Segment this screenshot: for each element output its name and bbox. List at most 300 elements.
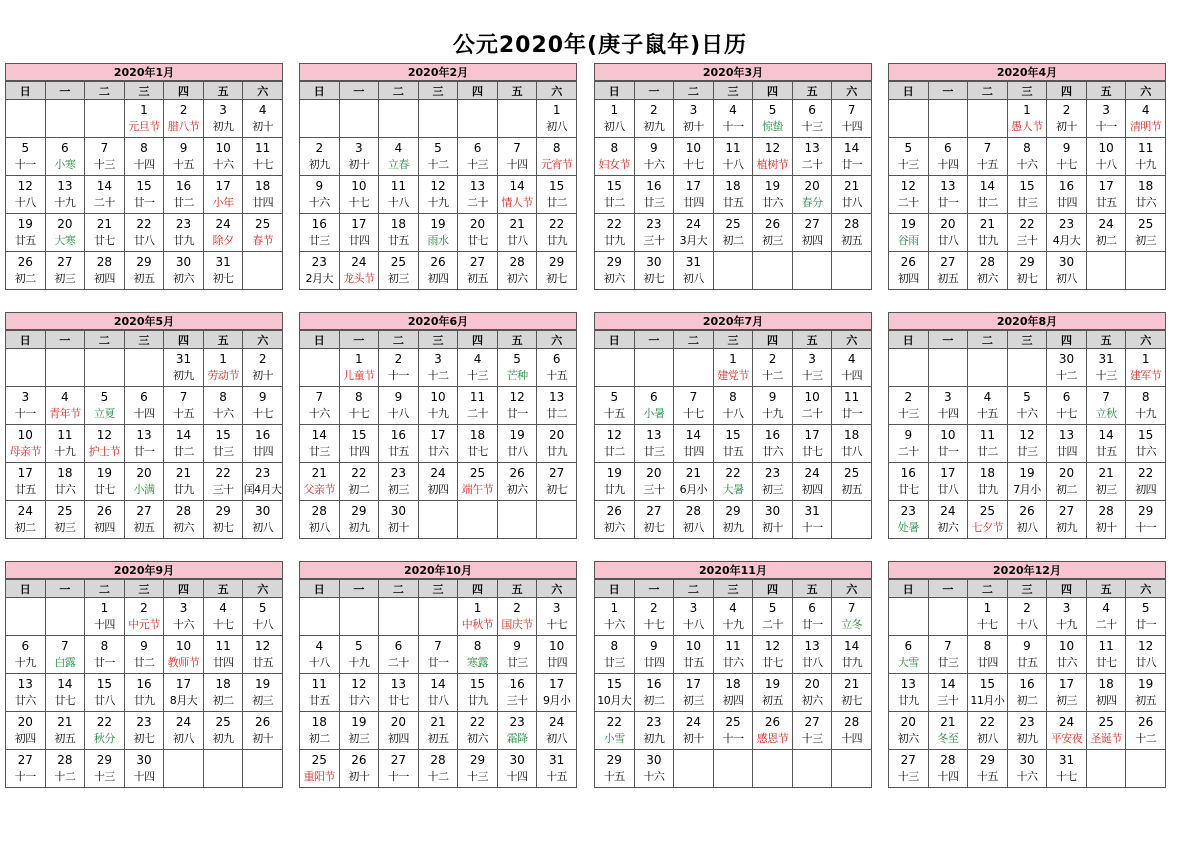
lunar-label: 国庆节 <box>501 618 533 631</box>
day-number: 17 <box>351 217 367 231</box>
day-cell <box>713 750 753 788</box>
day-cell <box>1007 712 1047 750</box>
lunar-label: 十六 <box>643 770 665 783</box>
day-cell <box>1007 598 1047 636</box>
lunar-label: 廿一 <box>801 618 823 631</box>
day-number: 15 <box>1138 428 1154 442</box>
day-cell <box>6 138 46 176</box>
day-cell <box>968 750 1008 788</box>
day-number: 8 <box>552 141 561 155</box>
day-cell <box>300 349 340 387</box>
day-cell <box>537 100 577 138</box>
day-number: 14 <box>509 179 525 193</box>
weekday-header: 四 <box>458 331 498 349</box>
day-cell <box>418 349 458 387</box>
lunar-label: 十四 <box>937 770 959 783</box>
day-cell <box>45 138 85 176</box>
lunar-label: 十五 <box>976 770 998 783</box>
lunar-label: 廿二 <box>173 196 195 209</box>
day-number: 22 <box>725 466 741 480</box>
lunar-label: 廿七 <box>1095 656 1117 669</box>
day-cell <box>968 349 1008 387</box>
day-number: 15 <box>725 428 741 442</box>
day-number: 7 <box>513 141 521 155</box>
day-cell <box>832 252 872 290</box>
lunar-label: 十八 <box>1095 158 1117 171</box>
day-cell <box>832 674 872 712</box>
weekday-header: 三 <box>1007 331 1047 349</box>
lunar-label: 十八 <box>682 618 704 631</box>
lunar-label: 小年 <box>212 196 234 209</box>
lunar-label: 十七 <box>682 158 704 171</box>
lunar-label: 初八 <box>173 732 195 745</box>
day-number: 29 <box>979 753 996 767</box>
day-number: 30 <box>136 753 152 767</box>
lunar-label: 十九 <box>14 656 36 669</box>
day-number: 24 <box>549 715 565 729</box>
lunar-label: 廿三 <box>506 656 528 669</box>
day-number: 29 <box>351 504 367 518</box>
day-cell <box>458 252 498 290</box>
lunar-label: 十四 <box>937 158 959 171</box>
day-number: 30 <box>764 504 781 518</box>
day-cell <box>928 712 968 750</box>
day-number: 19 <box>17 217 33 231</box>
day-number: 10 <box>17 428 33 442</box>
lunar-label: 廿九 <box>467 694 489 707</box>
day-number: 4 <box>219 601 227 615</box>
day-cell <box>1126 349 1166 387</box>
lunar-label: 十三 <box>897 158 919 171</box>
day-cell <box>379 501 419 539</box>
day-cell <box>458 501 498 539</box>
day-number: 3 <box>355 141 363 155</box>
day-number: 8 <box>100 639 109 653</box>
weekday-header: 日 <box>889 331 929 349</box>
day-cell <box>674 598 714 636</box>
day-cell <box>379 636 419 674</box>
weekday-header: 一 <box>928 580 968 598</box>
lunar-label: 2月大 <box>305 272 334 285</box>
day-number: 13 <box>136 428 152 442</box>
day-cell <box>243 598 283 636</box>
day-cell <box>889 636 929 674</box>
day-cell <box>339 100 379 138</box>
day-cell <box>45 425 85 463</box>
day-cell <box>379 214 419 252</box>
lunar-label: 初四 <box>427 272 449 285</box>
day-cell <box>243 214 283 252</box>
lunar-label: 廿九 <box>603 234 625 247</box>
weekday-header: 六 <box>243 331 283 349</box>
day-number: 29 <box>1019 255 1035 269</box>
day-number: 14 <box>175 428 192 442</box>
lunar-label: 青年节 <box>49 407 81 420</box>
day-cell <box>6 425 46 463</box>
day-number: 27 <box>549 466 565 480</box>
weekday-header: 三 <box>1007 82 1047 100</box>
day-cell <box>1047 100 1087 138</box>
weekday-header: 五 <box>792 331 832 349</box>
day-number: 5 <box>513 352 521 366</box>
day-cell <box>497 463 537 501</box>
day-cell <box>497 349 537 387</box>
lunar-label: 廿四 <box>252 196 274 209</box>
day-cell <box>497 138 537 176</box>
lunar-label: 十一 <box>387 770 409 783</box>
lunar-label: 十一 <box>14 158 36 171</box>
day-cell <box>164 349 204 387</box>
lunar-label: 廿五 <box>308 694 330 707</box>
lunar-label: 廿七 <box>897 483 919 496</box>
lunar-label: 廿八 <box>937 234 959 247</box>
day-number: 21 <box>509 217 525 231</box>
day-number: 26 <box>764 217 781 231</box>
lunar-label: 十七 <box>1056 158 1078 171</box>
weekday-header: 六 <box>243 82 283 100</box>
day-number: 22 <box>215 466 231 480</box>
lunar-label: 十七 <box>252 158 274 171</box>
day-cell <box>418 138 458 176</box>
day-number: 15 <box>96 677 113 691</box>
lunar-label: 廿六 <box>427 445 449 458</box>
lunar-label: 大雪 <box>897 656 919 669</box>
day-number: 28 <box>844 217 860 231</box>
lunar-label: 廿五 <box>1095 445 1117 458</box>
lunar-label: 初三 <box>762 234 784 247</box>
day-number: 29 <box>136 255 152 269</box>
day-cell <box>537 636 577 674</box>
day-number: 16 <box>900 466 916 480</box>
lunar-label: 十三 <box>801 732 823 745</box>
lunar-label: 三十 <box>643 483 665 496</box>
day-number: 13 <box>390 677 407 691</box>
lunar-label: 初二 <box>722 234 744 247</box>
day-cell <box>713 425 753 463</box>
day-cell <box>1126 463 1166 501</box>
day-number: 19 <box>1019 466 1035 480</box>
day-number: 1 <box>1141 352 1150 366</box>
lunar-label: 廿四 <box>682 196 704 209</box>
lunar-label: 10月大 <box>597 694 632 707</box>
day-cell <box>124 712 164 750</box>
day-number: 5 <box>768 601 777 615</box>
day-cell <box>6 387 46 425</box>
lunar-label: 初六 <box>173 521 195 534</box>
lunar-label: 十九 <box>348 656 370 669</box>
day-cell <box>339 750 379 788</box>
day-number: 28 <box>979 255 996 269</box>
day-cell <box>595 674 635 712</box>
day-number: 1 <box>473 601 482 615</box>
lunar-label: 初七 <box>841 694 863 707</box>
day-number: 27 <box>17 753 33 767</box>
day-cell <box>1086 349 1126 387</box>
day-number: 1 <box>729 352 737 366</box>
lunar-label: 十一 <box>14 770 36 783</box>
day-cell <box>753 501 793 539</box>
weekday-header: 日 <box>889 82 929 100</box>
day-cell <box>595 463 635 501</box>
day-cell <box>124 463 164 501</box>
lunar-label: 十四 <box>133 158 155 171</box>
day-number: 15 <box>606 677 622 691</box>
day-number: 21 <box>175 466 192 480</box>
day-number: 24 <box>1098 217 1114 231</box>
day-number: 2 <box>179 103 188 117</box>
lunar-label: 廿七 <box>467 234 489 247</box>
lunar-label: 十三 <box>801 369 823 382</box>
day-number: 16 <box>1019 677 1035 691</box>
lunar-label: 廿六 <box>348 694 370 707</box>
lunar-label: 十八 <box>722 407 744 420</box>
day-number: 25 <box>311 753 327 767</box>
lunar-label: 十三 <box>897 407 919 420</box>
day-cell <box>6 750 46 788</box>
day-cell <box>792 501 832 539</box>
day-number: 14 <box>844 141 860 155</box>
day-cell <box>124 636 164 674</box>
lunar-label: 初八 <box>976 732 998 745</box>
lunar-label: 十三 <box>467 369 489 382</box>
lunar-label: 廿一 <box>506 407 528 420</box>
lunar-label: 廿九 <box>546 445 568 458</box>
day-cell <box>164 750 204 788</box>
weekday-header: 日 <box>595 580 635 598</box>
lunar-label: 母亲节 <box>9 445 42 458</box>
day-cell <box>1007 138 1047 176</box>
weekday-header: 三 <box>1007 580 1047 598</box>
day-cell <box>832 636 872 674</box>
lunar-label: 十四 <box>506 158 528 171</box>
day-cell <box>1047 674 1087 712</box>
day-cell <box>339 501 379 539</box>
lunar-label: 初六 <box>506 272 528 285</box>
weekday-header: 四 <box>164 331 204 349</box>
lunar-label: 元宵节 <box>540 158 573 171</box>
lunar-label: 廿一 <box>93 656 115 669</box>
day-cell <box>1007 100 1047 138</box>
day-number: 12 <box>96 428 113 442</box>
lunar-label: 除夕 <box>212 234 234 247</box>
lunar-label: 圣诞节 <box>1090 732 1122 745</box>
day-number: 25 <box>725 217 741 231</box>
day-number: 19 <box>606 466 622 480</box>
day-number: 15 <box>469 677 486 691</box>
day-number: 8 <box>983 639 992 653</box>
lunar-label: 3月大 <box>679 234 708 247</box>
day-cell <box>243 674 283 712</box>
day-cell <box>753 463 793 501</box>
lunar-label: 处暑 <box>897 521 919 534</box>
weekday-header: 日 <box>300 331 340 349</box>
day-cell <box>203 387 243 425</box>
lunar-label: 6月小 <box>679 483 708 496</box>
day-cell <box>339 252 379 290</box>
day-cell <box>379 387 419 425</box>
lunar-label: 十二 <box>762 369 784 382</box>
lunar-label: 三十 <box>643 234 665 247</box>
lunar-label: 廿七 <box>93 483 115 496</box>
day-cell <box>45 349 85 387</box>
day-number: 22 <box>606 715 622 729</box>
day-number: 20 <box>549 428 565 442</box>
day-number: 25 <box>1138 217 1154 231</box>
day-cell <box>418 425 458 463</box>
day-cell <box>595 176 635 214</box>
weekday-header: 五 <box>1086 82 1126 100</box>
day-cell <box>1007 349 1047 387</box>
day-cell <box>595 501 635 539</box>
day-number: 19 <box>764 179 781 193</box>
weekday-header: 二 <box>968 82 1008 100</box>
lunar-label: 十一 <box>722 120 744 133</box>
day-cell <box>203 636 243 674</box>
day-number: 22 <box>136 217 152 231</box>
day-cell <box>1126 598 1166 636</box>
day-cell <box>1126 712 1166 750</box>
weekday-header: 六 <box>832 82 872 100</box>
day-number: 14 <box>979 179 996 193</box>
day-number: 2 <box>768 352 777 366</box>
day-cell <box>300 712 340 750</box>
day-cell <box>674 387 714 425</box>
lunar-label: 廿二 <box>173 445 195 458</box>
lunar-label: 小满 <box>133 483 155 496</box>
day-cell <box>1086 712 1126 750</box>
weekday-header: 五 <box>792 82 832 100</box>
weekday-header: 二 <box>85 82 125 100</box>
day-number: 10 <box>685 141 702 155</box>
day-cell <box>832 425 872 463</box>
day-cell <box>1126 214 1166 252</box>
day-cell <box>928 750 968 788</box>
lunar-label: 大寒 <box>54 234 76 247</box>
day-cell <box>674 100 714 138</box>
day-cell <box>6 598 46 636</box>
day-number: 20 <box>136 466 152 480</box>
day-cell <box>674 425 714 463</box>
day-number: 29 <box>549 255 565 269</box>
day-number: 30 <box>646 255 662 269</box>
day-number: 21 <box>844 677 860 691</box>
lunar-label: 十六 <box>308 196 330 209</box>
day-cell <box>203 598 243 636</box>
day-number: 2 <box>513 601 521 615</box>
day-cell <box>379 712 419 750</box>
lunar-label: 护士节 <box>88 445 121 458</box>
weekday-header: 四 <box>1047 331 1087 349</box>
day-number: 31 <box>175 352 192 366</box>
day-cell <box>339 425 379 463</box>
lunar-label: 初五 <box>133 521 155 534</box>
day-number: 16 <box>175 179 192 193</box>
lunar-label: 初六 <box>173 272 195 285</box>
day-number: 9 <box>513 639 521 653</box>
day-number: 30 <box>255 504 271 518</box>
day-number: 21 <box>311 466 327 480</box>
weekday-header: 五 <box>203 580 243 598</box>
day-number: 8 <box>140 141 148 155</box>
day-number: 26 <box>606 504 622 518</box>
day-cell <box>1086 100 1126 138</box>
lunar-label: 雨水 <box>427 234 449 247</box>
lunar-label: 初六 <box>937 521 959 534</box>
lunar-label: 腊八节 <box>167 120 200 133</box>
day-cell <box>6 214 46 252</box>
day-number: 18 <box>725 677 741 691</box>
day-cell <box>203 138 243 176</box>
day-number: 27 <box>1058 504 1075 518</box>
month-title: 2020年2月 <box>299 63 577 81</box>
day-number: 30 <box>390 504 407 518</box>
weekday-header: 二 <box>674 580 714 598</box>
day-cell <box>164 138 204 176</box>
day-cell <box>85 712 125 750</box>
day-cell <box>634 138 674 176</box>
day-cell <box>300 100 340 138</box>
lunar-label: 十四 <box>506 770 528 783</box>
day-number: 29 <box>725 504 741 518</box>
day-number: 1 <box>983 601 992 615</box>
day-number: 30 <box>1019 753 1035 767</box>
day-number: 22 <box>549 217 565 231</box>
lunar-label: 初八 <box>682 521 704 534</box>
day-number: 31 <box>549 753 565 767</box>
day-cell <box>243 138 283 176</box>
lunar-label: 初六 <box>603 521 625 534</box>
lunar-label: 初二 <box>1095 234 1117 247</box>
day-number: 23 <box>900 504 916 518</box>
weekday-header: 一 <box>928 82 968 100</box>
day-cell <box>634 674 674 712</box>
day-cell <box>458 674 498 712</box>
lunar-label: 十四 <box>93 618 115 631</box>
day-cell <box>85 674 125 712</box>
month-title: 2020年8月 <box>888 312 1166 330</box>
lunar-label: 廿二 <box>603 445 625 458</box>
weekday-header: 一 <box>928 331 968 349</box>
day-cell <box>124 176 164 214</box>
day-cell <box>243 349 283 387</box>
day-cell <box>85 387 125 425</box>
day-number: 6 <box>1062 390 1071 404</box>
day-cell <box>418 636 458 674</box>
day-number: 10 <box>804 390 820 404</box>
day-number: 12 <box>430 179 446 193</box>
day-number: 31 <box>804 504 820 518</box>
day-cell <box>85 425 125 463</box>
lunar-label: 廿一 <box>841 407 863 420</box>
lunar-label: 初二 <box>348 483 370 496</box>
day-cell <box>164 712 204 750</box>
day-number: 5 <box>1023 390 1031 404</box>
lunar-label: 廿六 <box>1135 445 1157 458</box>
day-number: 21 <box>979 217 996 231</box>
month-block <box>299 561 577 788</box>
lunar-label: 廿八 <box>841 196 863 209</box>
day-cell <box>300 463 340 501</box>
day-number: 7 <box>61 639 69 653</box>
lunar-label: 廿四 <box>682 445 704 458</box>
day-cell <box>85 463 125 501</box>
day-number: 24 <box>940 504 956 518</box>
day-cell <box>203 349 243 387</box>
day-number: 24 <box>685 715 702 729</box>
day-cell <box>124 598 164 636</box>
lunar-label: 十一 <box>14 407 36 420</box>
day-cell <box>300 598 340 636</box>
